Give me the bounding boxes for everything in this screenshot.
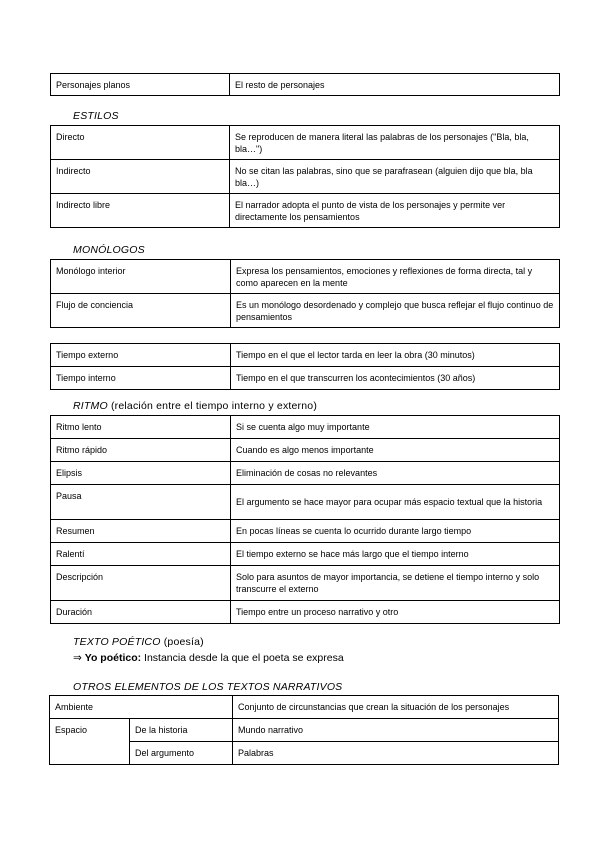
table-row — [50, 696, 559, 719]
term-cell: Tiempo externo — [51, 344, 231, 367]
table-row — [51, 416, 560, 439]
term-cell: Descripción — [51, 566, 231, 601]
definition-cell: No se citan las palabras, sino que se parafrasean (alguien dijo que bla, bla bla…) — [230, 160, 560, 194]
table-row — [51, 439, 560, 462]
table-row — [51, 462, 560, 485]
term-cell: Indirecto — [51, 160, 230, 194]
heading-ritmo: RITMO (relación entre el tiempo interno y externo) — [73, 400, 318, 412]
table-row — [51, 566, 560, 601]
term-cell: Tiempo interno — [51, 367, 231, 390]
heading-estilos: ESTILOS — [73, 110, 119, 122]
definition-cell: Si se cuenta algo muy importante — [231, 416, 560, 439]
table-row — [50, 719, 559, 742]
definition-cell: Eliminación de cosas no relevantes — [231, 462, 560, 485]
definition-cell: Se reproducen de manera literal las palabras de los personajes ("Bla, bla, bla…") — [230, 126, 560, 160]
definition-cell: Tiempo en el que el lector tarda en leer la obra (30 minutos) — [231, 344, 560, 367]
table-row — [51, 126, 560, 160]
definition-cell: Tiempo entre un proceso narrativo y otro — [231, 601, 560, 624]
heading-texto-poetico: TEXTO POÉTICO (poesía) — [73, 636, 204, 648]
term-cell: Ritmo lento — [51, 416, 231, 439]
definition-cell: En pocas líneas se cuenta lo ocurrido durante largo tiempo — [231, 520, 560, 543]
table-tiempo — [50, 343, 560, 390]
definition-cell: Mundo narrativo — [233, 719, 559, 742]
definition-cell: El tiempo externo se hace más largo que el tiempo interno — [231, 543, 560, 566]
definition-cell: Palabras — [233, 742, 559, 765]
table-row — [51, 520, 560, 543]
term-cell: Indirecto libre — [51, 194, 230, 228]
heading-texto-poetico-note: (poesía) — [163, 636, 204, 648]
table-ritmo — [50, 415, 560, 624]
table-personajes — [50, 73, 560, 96]
table-row — [51, 601, 560, 624]
definition-cell: Cuando es algo menos importante — [231, 439, 560, 462]
table-estilos — [50, 125, 560, 228]
term-cell: Ralentí — [51, 543, 231, 566]
term-cell: Personajes planos — [51, 74, 230, 96]
heading-ritmo-note: (relación entre el tiempo interno y externo) — [110, 400, 318, 412]
subterm-cell: Del argumento — [130, 742, 233, 765]
arrow-icon: ⇒ — [73, 652, 82, 664]
term-cell: Monólogo interior — [51, 260, 231, 294]
term-cell: Flujo de conciencia — [51, 294, 231, 328]
term-cell: Resumen — [51, 520, 231, 543]
subterm-cell: De la historia — [130, 719, 233, 742]
yo-poetico-line — [73, 652, 344, 664]
table-row — [51, 74, 560, 96]
table-monologos — [50, 259, 560, 328]
term-cell: Ritmo rápido — [51, 439, 231, 462]
definition-cell: El resto de personajes — [230, 74, 560, 96]
term-cell: Elipsis — [51, 462, 231, 485]
yo-poetico-def: Instancia desde la que el poeta se expresa — [144, 652, 344, 664]
definition-cell: Es un monólogo desordenado y complejo que busca reflejar el flujo continuo de pensamientos — [231, 294, 560, 328]
yo-poetico-term: Yo poético: — [84, 652, 142, 664]
table-row — [51, 260, 560, 294]
definition-cell: El argumento se hace mayor para ocupar más espacio textual que la historia — [231, 485, 560, 520]
definition-cell: Expresa los pensamientos, emociones y reflexiones de forma directa, tal y como aparecen en la mente — [231, 260, 560, 294]
table-row — [51, 543, 560, 566]
definition-cell: Solo para asuntos de mayor importancia, se detiene el tiempo interno y solo transcurre el externo — [231, 566, 560, 601]
table-row — [51, 160, 560, 194]
definition-cell: Conjunto de circunstancias que crean la situación de los personajes — [233, 696, 559, 719]
table-row — [51, 485, 560, 520]
table-row — [51, 194, 560, 228]
term-cell: Ambiente — [50, 696, 233, 719]
table-otros — [49, 695, 559, 765]
definition-cell: El narrador adopta el punto de vista de los personajes y permite ver directamente los pensamientos — [230, 194, 560, 228]
heading-monologos: MONÓLOGOS — [73, 244, 145, 256]
table-row — [51, 367, 560, 390]
definition-cell: Tiempo en el que transcurren los acontecimientos (30 años) — [231, 367, 560, 390]
table-row — [51, 344, 560, 367]
term-cell: Pausa — [51, 485, 231, 520]
term-cell: Espacio — [50, 719, 130, 765]
term-cell: Duración — [51, 601, 231, 624]
heading-otros-elementos: OTROS ELEMENTOS DE LOS TEXTOS NARRATIVOS — [73, 681, 343, 693]
term-cell: Directo — [51, 126, 230, 160]
table-row — [51, 294, 560, 328]
